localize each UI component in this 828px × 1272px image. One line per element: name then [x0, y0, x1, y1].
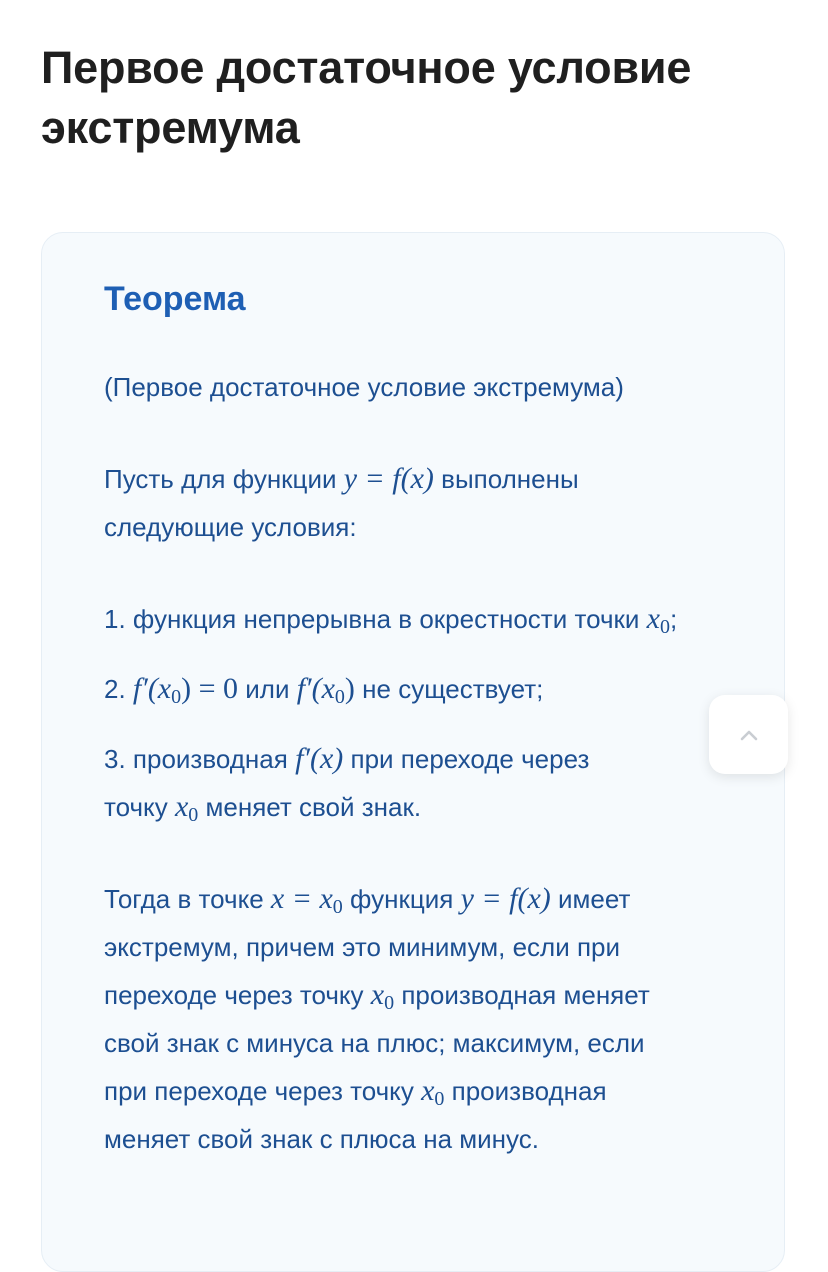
theorem-name: (Первое достаточное условие экстремума): [104, 372, 624, 402]
conclusion-text: функция: [342, 884, 461, 914]
point-variable: $x_0$: [370, 978, 395, 1014]
chevron-up-icon: [738, 728, 760, 742]
condition-number: 2.: [104, 674, 126, 704]
function-formula: y = f(x): [343, 462, 434, 495]
point-variable: $x_0$: [646, 602, 670, 638]
point-variable: $x_0$: [421, 1074, 445, 1110]
condition-text: не существует;: [354, 674, 544, 704]
theorem-card: [41, 232, 785, 1272]
scroll-to-top-button[interactable]: [709, 695, 788, 774]
derivative-formula: f′(x): [295, 742, 344, 775]
function-formula: y = f(x): [460, 882, 551, 915]
condition-number: 3.: [104, 744, 126, 774]
conclusion-text: меняет свой знак с плюса на минус.: [104, 1124, 539, 1154]
conclusion-text: производная меняет: [394, 980, 650, 1010]
conclusion-text: Тогда в точке: [104, 884, 271, 914]
conclusion-text: имеет: [550, 884, 631, 914]
condition-item-2: [104, 665, 734, 713]
intro-text: следующие условия:: [104, 512, 357, 542]
condition-text: производная: [125, 744, 296, 774]
derivative-formula: $f'(x_0) = 0$: [132, 672, 239, 708]
conclusion-text: при переходе через точку: [104, 1076, 422, 1106]
conclusion-text: производная: [444, 1076, 607, 1106]
condition-text: меняет свой знак.: [198, 792, 422, 822]
condition-text: функция непрерывна в окрестности точки: [125, 604, 647, 634]
derivative-formula: $f'(x_0)$: [296, 672, 355, 708]
point-variable: $x_0$: [174, 790, 199, 826]
theorem-conclusion: [104, 875, 734, 1163]
intro-text: выполнены: [433, 464, 579, 494]
condition-item-1: [104, 595, 734, 643]
conclusion-text: экстремум, причем это минимум, если при: [104, 932, 621, 962]
condition-item-3: [104, 735, 734, 831]
condition-text: ;: [669, 604, 678, 634]
theorem-content: [104, 271, 734, 1163]
theorem-intro: [104, 455, 734, 551]
intro-text: Пусть для функции: [104, 464, 344, 494]
condition-text: точку: [104, 792, 175, 822]
condition-number: 1.: [104, 604, 126, 634]
condition-text: при переходе через: [343, 744, 590, 774]
page-title: Первое достаточное условие экстремума: [41, 42, 692, 153]
conclusion-text: переходе через точку: [104, 980, 371, 1010]
theorem-heading: Теорема: [104, 280, 246, 318]
condition-text: или: [238, 674, 297, 704]
point-formula: $x = x_0$: [270, 882, 343, 918]
conclusion-text: свой знак с минуса на плюс; максимум, если: [104, 1028, 645, 1058]
